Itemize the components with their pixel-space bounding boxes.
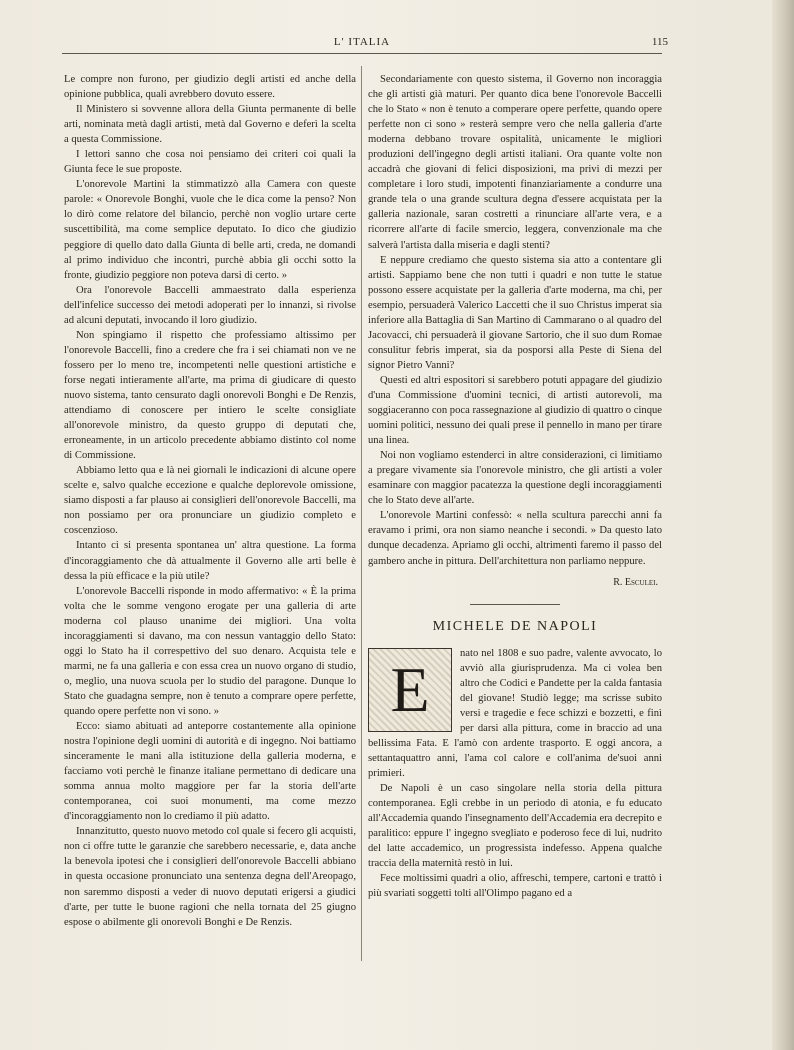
paragraph: Innanzitutto, questo nuovo metodo col quale si fecero gli acquisti, non ci offre tutte le garanzie che sarebbero necessarie, e, data anche la benevola ipotesi che i consiglieri dell'onorevole Baccelli abbiano in questa occasione pronunciato una sentenza degna dell'Areopago, non saremmo disposti a veder di nuovo deputati erigersi a giudici d'arte, per tutte le buone ragioni che nella tornata del 25 giugno espose o abilmente gli onorevoli Bonghi e De Renzis. — [64, 826, 356, 928]
paragraph: Le compre non furono, per giudizio degli artisti ed anche della opinione pubblica, quali avrebbero dovuto essere. — [64, 74, 356, 101]
drop-cap-letter: E — [390, 653, 430, 725]
running-header — [62, 34, 668, 54]
paragraph: Abbiamo letto qua e là nei giornali le indicazioni di alcune opere scelte e, salvo qualche eccezione e qualche deplorevole omissione, siamo disposti a far plauso ai consiglieri dell'onorevole Baccelli, ma non possiamo per ora pronunciare un giudizio completo e coscenzioso. — [64, 465, 356, 537]
header-rule — [62, 53, 662, 54]
author-signature: R. Esculei. — [613, 576, 658, 588]
paragraph: E neppure crediamo che questo sistema sia atto a contentare gli artisti. Sappiamo bene che non tutti i quadri e non tutte le statue possono essere acquistate per la galleria d'arte moderna, ma chi, per esempio, persuaderà Valerico Laccetti che il suo Christus imperat sia inferiore alla Battaglia di San Martino di Cammarano o al quadro del Jacovacci, chi persuaderà il giovane Sartorio, che il suo dum Romae consulitur febris imperat, sia da posporsi alla Peste di Siena del signor Pietro Vanni? — [368, 254, 662, 371]
column-divider — [361, 66, 362, 961]
paragraph: De Napoli è un caso singolare nella storia della pittura contemporanea. Egli crebbe in un periodo di atonia, e fu educato all'Accademia quando l'insegnamento dell'Accademia era decrepito e paralitico: eppure l' ingegno svegliato e poderoso fece di lui, nudrito del latte accademico, un progressista indefesso. Appena qualche traccia della maternità restò in lui. — [368, 783, 662, 870]
journal-title: L' ITALIA — [333, 36, 391, 48]
paragraph: nato nel 1808 e suo padre, valente avvocato, lo avviò alla giurisprudenza. Ma ci volea ben altro che Codici e Pandette per la calda fantasia del giovane! Studiò legge; ma scrisse subito versi e tragedie e fece schizzi e bozzetti, e finì per darsi alla pittura, come in braccio ad una bellissima Fata. E l'amò con ardente trasporto. E oggi ancora, a settantaquattro anni, l'ama col calore e coll'anima de'suoi anni primieri. — [368, 647, 662, 780]
paragraph: Ora l'onorevole Baccelli ammaestrato dalla esperienza dell'infelice successo dei metodi adoperati per lo innanzi, si rivolse ad alcuni deputati, invocando il loro giudizio. — [64, 284, 356, 326]
paragraph: Fece moltissimi quadri a olio, affreschi, tempere, cartoni e trattò i più svariati soggetti tolti all'Olimpo pagano ed a — [368, 873, 662, 900]
left-column — [64, 72, 356, 972]
paragraph: Intanto ci si presenta spontanea un' altra questione. La forma d'incoraggiamento che dà attualmente il Governo alle arti belle è dessa la più efficace e la più utile? — [64, 540, 356, 582]
paragraph: Ecco: siamo abituati ad anteporre costantemente alla opinione nostra l'opinione degli uomini di autorità e di ingegno. Noi battiamo sinceramente le mani alla istituzione della galleria moderna, e facciamo voti perchè le finanze italiane permettano di dedicare una somma annua molto maggiore per far la storia dell'arte contemporanea, coi suoi monumenti, ma come mezzo d'incoraggiamento non lo crediamo il più adatto. — [64, 721, 356, 823]
paragraph: L'onorevole Martini la stimmatizzò alla Camera con queste parole: « Onorevole Bonghi, vuole che le dica come la penso? Non lo dirò come relatore del bilancio, perchè non voglio urtare certe suscettibilità, ma come semplice deputato. Io dico che giudizio peggiore di quello dato dalla Giunta di belle arti, creda, ne domandi al primo individuo che incontri, purchè abbia gli occhi sotto la fronte, giudizio peggiore non poteva darsi di certo. » — [64, 179, 356, 281]
paragraph: I lettori sanno che cosa noi pensiamo dei criteri coi quali la Giunta fece le sue proposte. — [64, 149, 356, 176]
paragraph: Noi non vogliamo estenderci in altre considerazioni, ci limitiamo a pregare vivamente sia l'onorevole ministro, che gli artisti a voler esaminare con maggior pacatezza la questione degli incoraggiamenti che lo Stato deve all'arte. — [368, 450, 662, 507]
section-divider — [470, 604, 560, 605]
book-spine-shadow — [772, 0, 794, 1050]
page-number: 115 — [651, 36, 668, 48]
paragraph: Il Ministero si sovvenne allora della Giunta permanente di belle arti, nominata metà dagli artisti, metà dal Governo e deferì la scelta a questa Commissione. — [64, 104, 356, 146]
paragraph: L'onorevole Baccelli risponde in modo affermativo: « È la prima volta che le somme vengono erogate per una galleria di arte moderna col plauso unanime dei migliori. Una volta incoraggiamenti si davano, ma con nessun vantaggio dello Stato: oggi lo Stato ha il correspettivo del suo denaro. Acquista tele e marmi, ne fa una galleria e con essa crea un nuovo organo di studio, o, meglio, una nuova scuola per lo studio del paragone. Dunque lo Stato che guadagna sempre, non è tenuto a comprare opere perfette, quando opere perfette non vi sono. » — [64, 585, 356, 717]
paragraph: Secondariamente con questo sistema, il Governo non incoraggia che gli artisti già maturi. Per quanto dica bene l'onorevole Baccelli che lo Stato « non è tenuto a comperare opere perfette, quando opere perfette non ci sono » resterà sempre vero che nella galleria d'arte moderna debbano trovare ospitalità, unicamente le migliori produzioni dell'ingegno degli artisti italiani. Ora quante volte non accadrà che giovani di felici disposizioni, ma privi di mezzi per completare i loro studi, impotenti finanziariamente a condurre una grande tela o una grande scultura degna d'essere acquistata per la galleria nazionale, saran costretti a rinunciare all'arte vera, e a ricorrere all'arte di facile smercio, leggera, convenzionale ma che salverà l'artista dalla miseria e dagli stenti? — [368, 74, 662, 251]
article-title: MICHELE DE NAPOLI — [432, 618, 598, 634]
paragraph: Questi ed altri espositori si sarebbero potuti appagare del giudizio d'una Commissione d'uomini tecnici, di artisti autorevoli, ma soggiaceranno con poca rassegnazione al giudizio di quattro o cinque uomini politici, nessuno dei quali prese il pennello in mano per tirare una linea. — [368, 374, 662, 447]
ornamental-initial — [368, 648, 452, 732]
paragraph: L'onorevole Martini confessò: « nella scultura parecchi anni fa eravamo i primi, ora non siamo neanche i secondi. » Da questo lato dunque decadenza. Apriamo gli occhi, altrimenti faremo il passo del gambero anche in pittura. Dell'architettura non parliamo neppure. — [368, 510, 662, 567]
paragraph: Non spingiamo il rispetto che professiamo altissimo per l'onorevole Baccelli, fino a credere che fra i sei chiamati non ve ne fossero per lo meno tre, incompetenti nelle questioni artistiche e forse negati intieramente all'arte, ma prima di giudicare di questo nuovo sistema, tanto censurato dagli onorevoli Bonghi e De Renzis, attendiamo di conoscere per intiero le scelte consigliate all'onorevole ministro, da questo gruppo di deputati che, erroneamente, in un articolo precedente abbiamo distinto col nome di Commissione. — [64, 329, 356, 462]
right-column — [368, 72, 662, 972]
